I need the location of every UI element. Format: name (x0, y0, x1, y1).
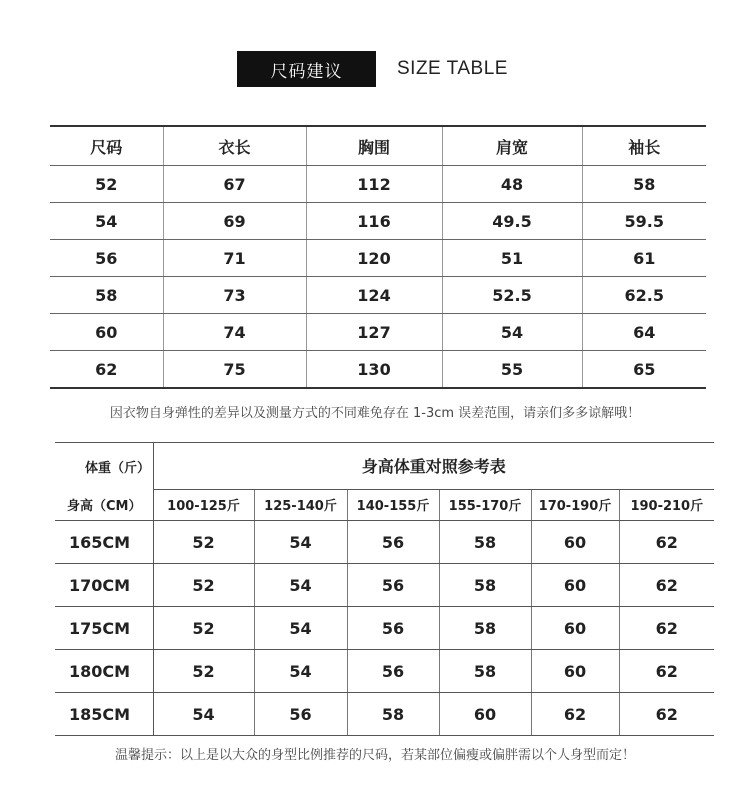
table-cell: 58 (347, 693, 439, 736)
table-cell: 56 (50, 240, 163, 277)
table-cell: 62 (619, 521, 714, 564)
table-cell: 71 (163, 240, 306, 277)
column-header-sleeve: 袖长 (582, 126, 706, 166)
weight-range-header: 190-210斤 (619, 489, 714, 521)
table-cell: 58 (439, 650, 531, 693)
table-cell: 52 (153, 521, 254, 564)
table-cell: 73 (163, 277, 306, 314)
height-label: 180CM (55, 650, 153, 693)
size-table (50, 125, 706, 389)
table-cell: 55 (442, 351, 582, 389)
height-label: 165CM (55, 521, 153, 564)
height-weight-table (55, 442, 714, 736)
table-cell: 51 (442, 240, 582, 277)
hw-table-title: 身高体重对照参考表 (153, 443, 714, 490)
table-cell: 74 (163, 314, 306, 351)
table-cell: 56 (347, 650, 439, 693)
table-cell: 60 (531, 521, 619, 564)
table-cell: 130 (306, 351, 442, 389)
table-cell: 60 (531, 564, 619, 607)
table-cell: 54 (442, 314, 582, 351)
height-label: 175CM (55, 607, 153, 650)
table-cell: 58 (439, 607, 531, 650)
table-cell: 62 (531, 693, 619, 736)
table-cell: 75 (163, 351, 306, 389)
measurement-note: 因衣物自身弹性的差异以及测量方式的不同难免存在 1-3cm 误差范围，请亲们多多谅解哦！ (109, 406, 641, 421)
table-cell: 58 (439, 564, 531, 607)
column-header-shoulder: 肩宽 (442, 126, 582, 166)
weight-range-header: 125-140斤 (254, 489, 347, 521)
table-cell: 61 (582, 240, 706, 277)
weight-range-header: 140-155斤 (347, 489, 439, 521)
table-cell: 62 (619, 564, 714, 607)
table-cell: 60 (439, 693, 531, 736)
table-cell: 62 (50, 351, 163, 389)
table-row (55, 693, 714, 736)
table-cell: 58 (50, 277, 163, 314)
table-cell: 116 (306, 203, 442, 240)
table-cell: 120 (306, 240, 442, 277)
table-cell: 52 (153, 607, 254, 650)
table-cell: 56 (347, 521, 439, 564)
corner-weight-label: 体重（斤） (55, 443, 153, 490)
corner-height-label: 身高（CM） (55, 489, 153, 521)
table-row (50, 277, 706, 314)
table-row (50, 203, 706, 240)
table-cell: 56 (347, 564, 439, 607)
table-cell: 62 (619, 607, 714, 650)
table-cell: 56 (347, 607, 439, 650)
table-cell: 52 (153, 564, 254, 607)
column-header-chest: 胸围 (306, 126, 442, 166)
table-cell: 60 (531, 650, 619, 693)
table-cell: 54 (254, 564, 347, 607)
table-cell: 56 (254, 693, 347, 736)
size-table-title: SIZE TABLE (397, 58, 508, 79)
table-row (50, 351, 706, 389)
table-cell: 124 (306, 277, 442, 314)
table-cell: 52 (153, 650, 254, 693)
weight-range-header: 170-190斤 (531, 489, 619, 521)
table-cell: 52 (50, 166, 163, 203)
height-label: 170CM (55, 564, 153, 607)
table-cell: 67 (163, 166, 306, 203)
weight-range-header: 155-170斤 (439, 489, 531, 521)
size-table-header-row (50, 126, 706, 166)
table-row (55, 607, 714, 650)
table-cell: 64 (582, 314, 706, 351)
column-header-length: 衣长 (163, 126, 306, 166)
height-label: 185CM (55, 693, 153, 736)
table-row (50, 166, 706, 203)
table-cell: 54 (50, 203, 163, 240)
table-cell: 49.5 (442, 203, 582, 240)
table-cell: 65 (582, 351, 706, 389)
table-cell: 60 (531, 607, 619, 650)
table-cell: 48 (442, 166, 582, 203)
table-cell: 54 (254, 607, 347, 650)
table-cell: 62 (619, 650, 714, 693)
table-row (50, 240, 706, 277)
table-cell: 52.5 (442, 277, 582, 314)
table-cell: 54 (254, 521, 347, 564)
hw-title-row (55, 443, 714, 490)
table-cell: 58 (439, 521, 531, 564)
table-row (55, 521, 714, 564)
table-cell: 54 (254, 650, 347, 693)
table-cell: 59.5 (582, 203, 706, 240)
table-cell: 62.5 (582, 277, 706, 314)
weight-range-header: 100-125斤 (153, 489, 254, 521)
table-cell: 127 (306, 314, 442, 351)
table-row (50, 314, 706, 351)
table-cell: 112 (306, 166, 442, 203)
table-cell: 69 (163, 203, 306, 240)
size-tip-note: 温馨提示：以上是以大众的身型比例推荐的尺码，若某部位偏瘦或偏胖需以个人身型而定！ (114, 748, 635, 763)
table-row (55, 564, 714, 607)
hw-range-row (55, 489, 714, 521)
table-row (55, 650, 714, 693)
table-cell: 60 (50, 314, 163, 351)
table-cell: 54 (153, 693, 254, 736)
table-cell: 58 (582, 166, 706, 203)
column-header-size: 尺码 (50, 126, 163, 166)
size-advice-badge: 尺码建议 (237, 51, 376, 87)
table-cell: 62 (619, 693, 714, 736)
